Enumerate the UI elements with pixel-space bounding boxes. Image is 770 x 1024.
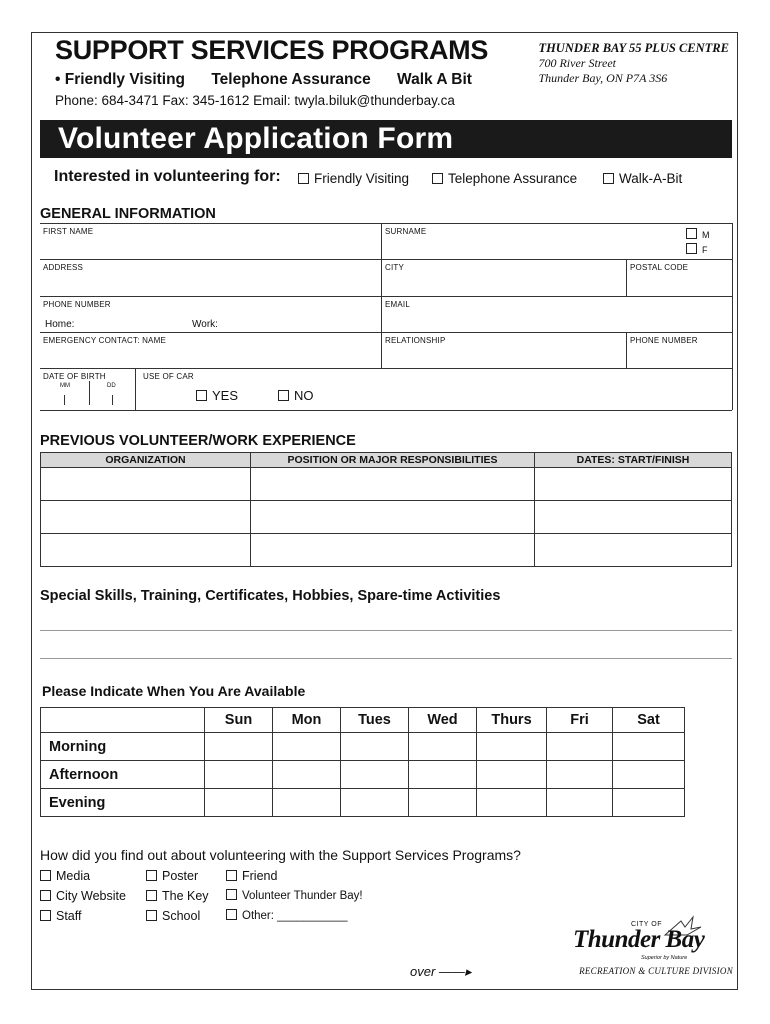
checkbox[interactable] bbox=[196, 390, 207, 401]
previous-experience-table bbox=[40, 452, 732, 567]
checkbox[interactable] bbox=[226, 909, 237, 920]
table-row bbox=[41, 468, 732, 501]
postal-code-label: POSTAL CODE bbox=[630, 263, 689, 272]
source-staff[interactable]: Staff bbox=[40, 909, 81, 923]
checkbox[interactable] bbox=[40, 870, 51, 881]
column-position: POSITION OR MAJOR RESPONSIBILITIES bbox=[251, 453, 535, 468]
application-form-page bbox=[31, 32, 738, 990]
interest-friendly-visiting[interactable]: Friendly Visiting bbox=[298, 171, 409, 186]
availability-table bbox=[40, 707, 685, 817]
column-dates: DATES: START/FINISH bbox=[535, 453, 732, 468]
general-info-heading: GENERAL INFORMATION bbox=[40, 206, 216, 222]
table-row bbox=[41, 534, 732, 567]
source-city-website[interactable]: City Website bbox=[40, 889, 126, 903]
day-thurs: Thurs bbox=[477, 708, 547, 733]
table-row bbox=[41, 733, 685, 761]
centre-street: 700 River Street bbox=[538, 56, 616, 70]
first-name-label: FIRST NAME bbox=[43, 227, 94, 236]
centre-city: Thunder Bay, ON P7A 3S6 bbox=[538, 71, 668, 85]
interest-walk-a-bit[interactable]: Walk-A-Bit bbox=[603, 171, 682, 186]
city-logo bbox=[567, 915, 727, 963]
time-morning: Morning bbox=[41, 733, 205, 761]
general-info-grid bbox=[40, 223, 732, 411]
skills-line-1[interactable] bbox=[40, 630, 732, 631]
dob-mm: MM bbox=[60, 383, 70, 389]
day-sun: Sun bbox=[205, 708, 273, 733]
checkbox[interactable] bbox=[146, 870, 157, 881]
car-yes[interactable]: YES bbox=[196, 388, 238, 403]
program-telephone-assurance: Telephone Assurance bbox=[211, 71, 371, 88]
address-label: ADDRESS bbox=[43, 263, 84, 272]
arrow-right-icon: ——▸ bbox=[438, 964, 472, 979]
source-the-key[interactable]: The Key bbox=[146, 889, 209, 903]
skills-line-2[interactable] bbox=[40, 658, 732, 659]
program-list bbox=[55, 71, 494, 89]
time-afternoon: Afternoon bbox=[41, 761, 205, 789]
checkbox[interactable] bbox=[603, 173, 614, 184]
city-label: CITY bbox=[385, 263, 405, 272]
checkbox[interactable] bbox=[40, 910, 51, 921]
gender-f[interactable]: F bbox=[686, 243, 708, 255]
division-name: RECREATION & CULTURE DIVISION bbox=[579, 966, 733, 976]
checkbox[interactable] bbox=[686, 228, 697, 239]
checkbox[interactable] bbox=[278, 390, 289, 401]
previous-experience-heading: PREVIOUS VOLUNTEER/WORK EXPERIENCE bbox=[40, 433, 356, 449]
logo-tagline: Superior by Nature bbox=[641, 955, 688, 961]
program-walk-a-bit: Walk A Bit bbox=[397, 71, 472, 88]
column-organization: ORGANIZATION bbox=[41, 453, 251, 468]
logo-small-text: CITY OF bbox=[631, 921, 662, 928]
form-title: SUPPORT SERVICES PROGRAMS bbox=[55, 35, 489, 65]
gender-m[interactable]: M bbox=[686, 228, 710, 240]
logo-main-text: Thunder Bay bbox=[573, 926, 705, 953]
day-sat: Sat bbox=[613, 708, 685, 733]
source-media[interactable]: Media bbox=[40, 869, 90, 883]
table-row bbox=[41, 761, 685, 789]
contact-info: Phone: 684-3471 Fax: 345-1612 Email: twyla.biluk@thunderbay.ca bbox=[55, 93, 455, 108]
interest-telephone-assurance[interactable]: Telephone Assurance bbox=[432, 171, 577, 186]
form-banner: Volunteer Application Form bbox=[40, 120, 732, 158]
interest-label: Interested in volunteering for: bbox=[54, 168, 281, 185]
centre-address bbox=[538, 41, 729, 86]
centre-name: THUNDER BAY 55 PLUS CENTRE bbox=[538, 41, 729, 55]
phone-label: PHONE NUMBER bbox=[43, 300, 111, 309]
day-mon: Mon bbox=[273, 708, 341, 733]
source-other[interactable]: Other: ___________ bbox=[226, 909, 348, 922]
use-of-car-label: USE OF CAR bbox=[143, 372, 194, 381]
day-tues: Tues bbox=[341, 708, 409, 733]
relationship-label: RELATIONSHIP bbox=[385, 336, 446, 345]
source-poster[interactable]: Poster bbox=[146, 869, 198, 883]
checkbox[interactable] bbox=[146, 910, 157, 921]
checkbox[interactable] bbox=[432, 173, 443, 184]
day-fri: Fri bbox=[547, 708, 613, 733]
checkbox[interactable] bbox=[146, 890, 157, 901]
source-volunteer-thunder-bay[interactable]: Volunteer Thunder Bay! bbox=[226, 889, 363, 902]
checkbox[interactable] bbox=[40, 890, 51, 901]
car-no[interactable]: NO bbox=[278, 388, 314, 403]
day-wed: Wed bbox=[409, 708, 477, 733]
source-school[interactable]: School bbox=[146, 909, 200, 923]
work-phone-label: Work: bbox=[192, 319, 218, 330]
email-label: EMAIL bbox=[385, 300, 411, 309]
source-friend[interactable]: Friend bbox=[226, 869, 277, 883]
program-friendly-visiting: • Friendly Visiting bbox=[55, 71, 186, 88]
table-row bbox=[41, 501, 732, 534]
emergency-contact-label: EMERGENCY CONTACT: NAME bbox=[43, 336, 166, 345]
skills-heading: Special Skills, Training, Certificates, Hobbies, Spare-time Activities bbox=[40, 588, 501, 604]
dob-label: DATE OF BIRTH bbox=[43, 372, 106, 381]
availability-heading: Please Indicate When You Are Available bbox=[42, 683, 306, 699]
over-indicator: over ——▸ bbox=[410, 964, 472, 979]
surname-label: SURNAME bbox=[385, 227, 427, 236]
dob-dd: DD bbox=[107, 383, 116, 389]
how-question: How did you find out about volunteering with the Support Services Programs? bbox=[40, 847, 521, 863]
table-row bbox=[41, 789, 685, 817]
home-phone-label: Home: bbox=[45, 319, 75, 330]
checkbox[interactable] bbox=[226, 889, 237, 900]
checkbox[interactable] bbox=[298, 173, 309, 184]
checkbox[interactable] bbox=[226, 870, 237, 881]
checkbox[interactable] bbox=[686, 243, 697, 254]
emergency-phone-label: PHONE NUMBER bbox=[630, 336, 698, 345]
time-evening: Evening bbox=[41, 789, 205, 817]
